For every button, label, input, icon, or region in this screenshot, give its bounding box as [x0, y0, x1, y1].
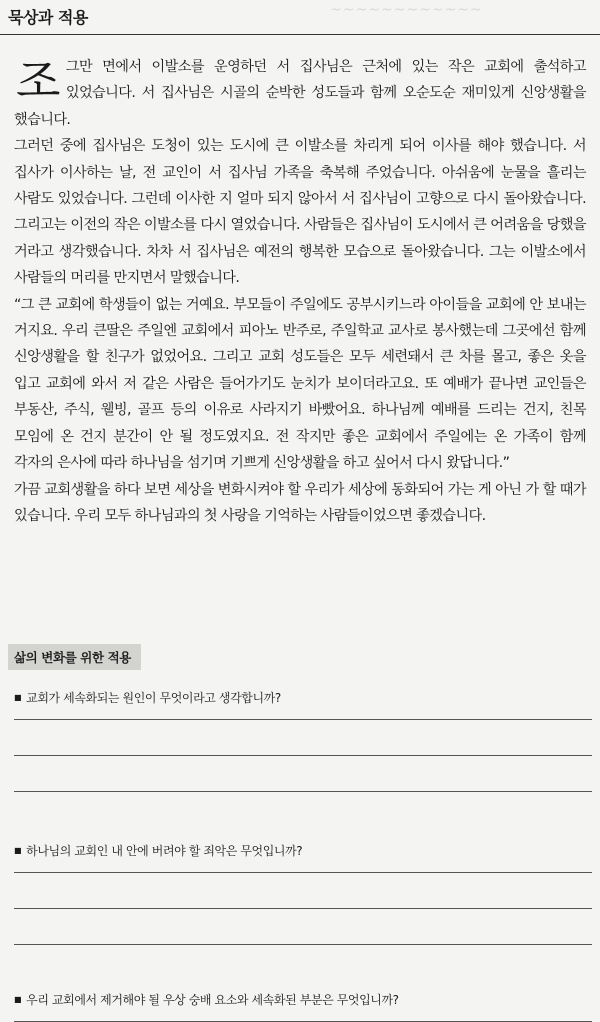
section-title: 묵상과 적용	[8, 8, 88, 27]
answer-line[interactable]	[14, 872, 592, 873]
question-text: ■ 하나님의 교회인 내 안에 버려야 할 죄악은 무엇입니까?	[8, 842, 592, 859]
page-header	[0, 0, 600, 35]
answer-line[interactable]	[14, 755, 592, 756]
question-2	[8, 842, 592, 945]
drop-cap: 조	[16, 54, 60, 108]
story-paragraph-4: 가끔 교회생활을 하다 보면 세상을 변화시켜야 할 우리가 세상에 동화되어 가는 게 아닌 가 할 때가 있습니다. 우리 모두 하나님과의 첫 사랑을 기억하는 사람들이었으면 좋겠습니다.	[14, 481, 586, 524]
story-paragraph-1: 조그만 면에서 이발소를 운영하던 서 집사님은 근처에 있는 작은 교회에 출석하고 있었습니다. 서 집사님은 시골의 순박한 성도들과 함께 오순도순 재미있게 신앙생활을 했습니다.	[14, 54, 586, 128]
answer-line[interactable]	[14, 908, 592, 909]
answer-line[interactable]	[14, 791, 592, 792]
story-paragraph-3: “그 큰 교회에 학생들이 없는 거예요. 부모들이 주일에도 공부시키느라 아이들을 교회에 안 보내는 거지요. 우리 큰딸은 주일엔 교회에서 피아노 반주로, 주일학교 교사로 봉사했는데 그곳에선 함께 신앙생활을 할 친구가 없었어요. 그리고 교회 성도들은 모두 세련돼서 큰 차를 몰고, 좋은 옷을 입고 교회에 와서 저 같은 사람은 들어가기도 눈치가 보이더라고요. 또 예배가 끝나면 교인들은 부동산, 주식, 웰빙, 골프 등의 이유로 사라지기 바빴어요. 하나님께 예배를 드리는 건지, 친목 모임에 온 건지 분간이 안 될 정도였지요. 전 작지만 좋은 교회에서 주일에는 온 가족이 함께 각자의 은사에 따라 하나님을 섬기며 기쁘게 신앙생활을 하고 싶어서 다시 왔답니다.”	[14, 296, 586, 472]
answer-line[interactable]	[14, 719, 592, 720]
bleed-through-text: ~~~~~~~~~~~~	[330, 2, 483, 18]
application-title: 삶의 변화를 위한 적용	[8, 644, 141, 670]
application-section	[8, 644, 592, 1022]
story-text	[14, 54, 586, 529]
answer-line[interactable]	[14, 944, 592, 945]
question-text: ■ 우리 교회에서 제거해야 될 우상 숭배 요소와 세속화된 부분은 무엇입니까?	[8, 991, 592, 1008]
question-1	[8, 689, 592, 792]
story-paragraph-2: 그러던 중에 집사님은 도청이 있는 도시에 큰 이발소를 차리게 되어 이사를 해야 했습니다. 서 집사가 이사하는 날, 전 교인이 서 집사님 가족을 축복해 주었습니다. 아쉬움에 눈물을 흘리는 사람도 있었습니다. 그런데 이사한 지 얼마 되지 않아서 서 집사님이 고향으로 다시 돌아왔습니다. 그리고는 이전의 작은 이발소를 다시 열었습니다. 사람들은 집사님이 도시에서 큰 어려움을 당했을 거라고 생각했습니다. 차차 서 집사님은 예전의 행복한 모습으로 돌아왔습니다. 그는 이발소에서 사람들의 머리를 만지면서 말했습니다.	[14, 138, 586, 287]
question-text: ■ 교회가 세속화되는 원인이 무엇이라고 생각합니까?	[8, 689, 592, 706]
question-3	[8, 991, 592, 1022]
